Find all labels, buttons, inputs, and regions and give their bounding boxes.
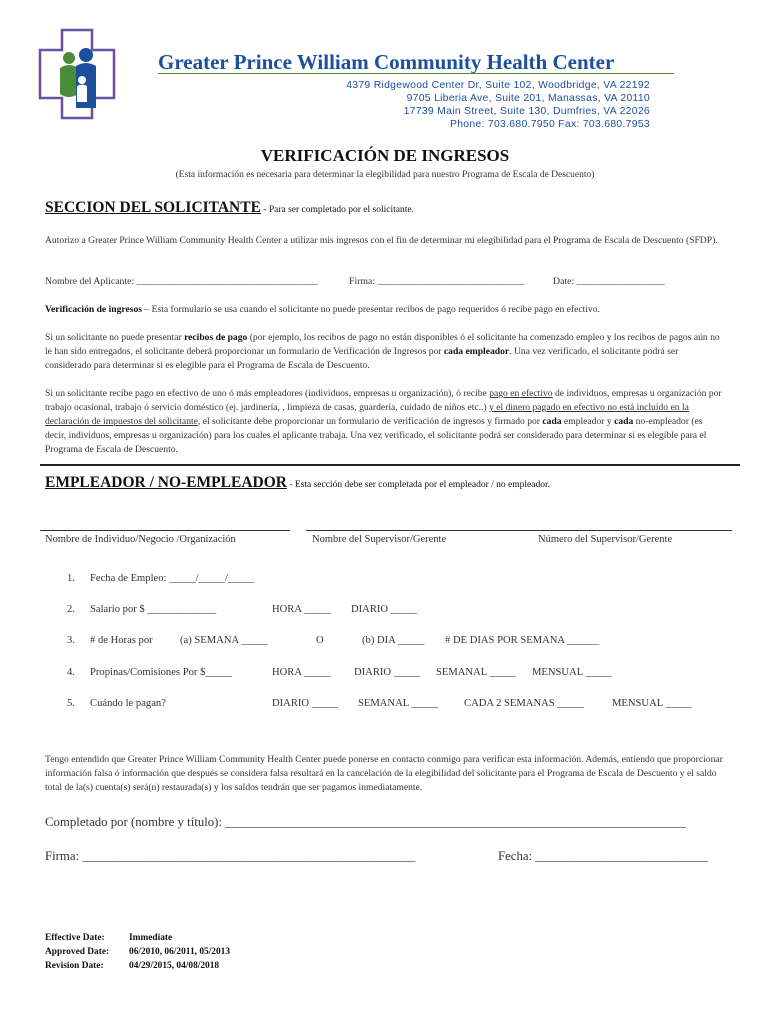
supervisor-name-label: Nombre del Supervisor/Gerente bbox=[312, 534, 447, 545]
family-logo-icon bbox=[38, 28, 116, 120]
applicant-signature-field[interactable]: Firma: ______________________________ bbox=[349, 276, 525, 287]
authorization-paragraph: Autorizo a Greater Prince William Community Health Center a utilizar mis ingresos con el fin de determinar mi elegibilidad para el Programa de Escala de Descuento (SFDP). bbox=[45, 235, 718, 246]
salary-hour-field[interactable]: HORA _____ bbox=[272, 604, 331, 615]
supervisor-line[interactable] bbox=[306, 530, 732, 531]
revision-date-label: Revision Date: bbox=[45, 961, 104, 971]
section-note: - Esta sección debe ser completada por el empleador / no empleador. bbox=[286, 480, 550, 490]
text-span: no-empleador (es decir, individuos, empresas u organización) para los cuales el aplicante trabaja. Una vez verificado, el solicitante podrá ser considerado para determinar si es elegible para el Programa de Escala de Descuento. bbox=[45, 416, 707, 455]
phone-fax-line: Phone: 703.680.7950 Fax: 703.680.7953 bbox=[449, 119, 650, 130]
text-span: empleador y bbox=[561, 416, 615, 427]
text-bold: cada bbox=[614, 416, 634, 427]
pay-weekly-field[interactable]: SEMANAL _____ bbox=[358, 698, 438, 709]
header-divider bbox=[158, 73, 674, 74]
item-number: 4. bbox=[67, 667, 75, 678]
page-title: VERIFICACIÓN DE INGRESOS bbox=[260, 146, 510, 165]
tips-hour-field[interactable]: HORA _____ bbox=[272, 667, 331, 678]
cash-payment-paragraph bbox=[45, 387, 725, 457]
verification-text: – Esta formulario se usa cuando el solicitante no puede presentar recibos de pago requeridos ó recibe pago en efectivo. bbox=[142, 304, 600, 315]
text-span: . Una vez verificado, el solicitante podrá ser considerado para determinar si es elegible para el Programa de Escala de Descuento. bbox=[45, 346, 679, 371]
applicant-section-heading bbox=[45, 199, 414, 217]
employment-date-field[interactable]: Fecha de Empleo: _____/_____/_____ bbox=[90, 573, 255, 584]
item-number: 3. bbox=[67, 635, 75, 646]
text-span: , el solicitante debe proporcionar un formulario de verificación de ingresos y firmado por bbox=[197, 416, 543, 427]
address-line: 9705 Liberia Ave, Suite 201, Manassas, VA 20110 bbox=[406, 93, 650, 104]
section-title: EMPLEADOR / NO-EMPLEADOR bbox=[45, 474, 287, 491]
applicant-date-field[interactable]: Date: __________________ bbox=[553, 276, 665, 287]
text-bold: recibos de pago bbox=[184, 332, 248, 343]
effective-date-label: Effective Date: bbox=[45, 933, 105, 943]
text-span: de individuos, empresas u organización por trabajo ocasional, trabajo ó servicio doméstico (ej. jardinería, , limpieza de casas, guardería, cuidado de niños etc..) bbox=[45, 388, 722, 413]
text-bold: cada bbox=[542, 416, 562, 427]
employer-section-heading bbox=[45, 474, 550, 492]
days-per-week-field[interactable]: # DE DIAS POR SEMANA ______ bbox=[445, 635, 599, 646]
receipts-paragraph bbox=[45, 331, 725, 373]
section-title: SECCION DEL SOLICITANTE bbox=[45, 199, 261, 216]
text-underlined: y el dinero pagado en efectivo no está incluido en la declaración de impuestos del solicitante bbox=[45, 402, 689, 427]
text-span: Si un solicitante recibe pago en efectivo de uno ó más empleadores (individuos, empresas u organización), ó recibe bbox=[45, 388, 490, 399]
address-line: 17739 Main Street, Suite 130, Dumfries, VA 22026 bbox=[403, 106, 650, 117]
item-number: 1. bbox=[67, 573, 75, 584]
business-name-line[interactable] bbox=[40, 530, 290, 531]
salary-field[interactable]: Salario por $ _____________ bbox=[90, 604, 217, 615]
tips-monthly-field[interactable]: MENSUAL _____ bbox=[532, 667, 612, 678]
effective-date-value: Immediate bbox=[129, 933, 173, 943]
salary-daily-field[interactable]: DIARIO _____ bbox=[351, 604, 418, 615]
completed-by-field[interactable]: Completado por (nombre y título): ________________________________________________________________________ bbox=[45, 815, 686, 829]
page-subtitle: (Esta información es necesaria para determinar la elegibilidad para nuestro Programa de Escala de Descuento) bbox=[175, 170, 595, 180]
employer-date-field[interactable]: Fecha: ___________________________ bbox=[498, 849, 709, 863]
text-span: (por ejemplo, los recibos de pago no están disponibles ó el solicitante ha comenzado empleo y los recibos de pagos aún no le han sido entregados, el solicitante deberá proporcionar un formulario de Verificación de Ingresos por bbox=[45, 332, 720, 357]
address-line: 4379 Ridgewood Center Dr, Suite 102, Woodbridge, VA 22192 bbox=[346, 80, 650, 91]
employer-signature-field[interactable]: Firma: ____________________________________________________ bbox=[45, 849, 416, 863]
hours-label: # de Horas por bbox=[90, 635, 153, 646]
item-number: 5. bbox=[67, 698, 75, 709]
supervisor-number-label: Número del Supervisor/Gerente bbox=[538, 534, 673, 545]
tips-field[interactable]: Propinas/Comisiones Por $_____ bbox=[90, 667, 232, 678]
approved-date-value: 06/2010, 06/2011, 05/2013 bbox=[129, 947, 231, 957]
tips-daily-field[interactable]: DIARIO _____ bbox=[354, 667, 421, 678]
text-underlined: pago en efectivo bbox=[489, 388, 553, 399]
consent-paragraph: Tengo entendido que Greater Prince William Community Health Center puede ponerse en contacto conmigo para verificar esta información. Además, entiendo que proporcionar información falsa ó información que después se considera falsa resultará en la cancelación de la elegibilidad del solicitante para el Programa de Escala de Descuento y el saldo total de la(s) cuenta(s) será(n) restaurada(s) y los saldos tendrán que ser pagamos inmediatamente. bbox=[45, 754, 723, 793]
hours-day-field[interactable]: (b) DIA _____ bbox=[362, 635, 425, 646]
pay-biweekly-field[interactable]: CADA 2 SEMANAS _____ bbox=[464, 698, 584, 709]
business-name-label: Nombre de Individuo/Negocio /Organización bbox=[45, 534, 236, 545]
verification-label: Verificación de ingresos bbox=[45, 304, 142, 315]
org-name: Greater Prince William Community Health Center bbox=[158, 50, 615, 74]
pay-monthly-field[interactable]: MENSUAL _____ bbox=[612, 698, 692, 709]
revision-date-value: 04/29/2015, 04/08/2018 bbox=[129, 961, 220, 971]
verification-paragraph bbox=[45, 303, 725, 317]
item-number: 2. bbox=[67, 604, 75, 615]
text-span: Si un solicitante no puede presentar bbox=[45, 332, 185, 343]
applicant-name-field[interactable]: Nombre del Aplicante: _____________________________________ bbox=[45, 276, 318, 287]
section-note: - Para ser completado por el solicitante. bbox=[260, 205, 414, 215]
or-label: O bbox=[316, 635, 324, 646]
text-bold: cada empleador bbox=[443, 346, 510, 357]
section-divider bbox=[40, 464, 740, 466]
approved-date-label: Approved Date: bbox=[45, 947, 110, 957]
tips-weekly-field[interactable]: SEMANAL _____ bbox=[436, 667, 516, 678]
pay-daily-field[interactable]: DIARIO _____ bbox=[272, 698, 339, 709]
hours-week-field[interactable]: (a) SEMANA _____ bbox=[180, 635, 268, 646]
pay-frequency-label: Cuándo le pagan? bbox=[90, 698, 166, 709]
